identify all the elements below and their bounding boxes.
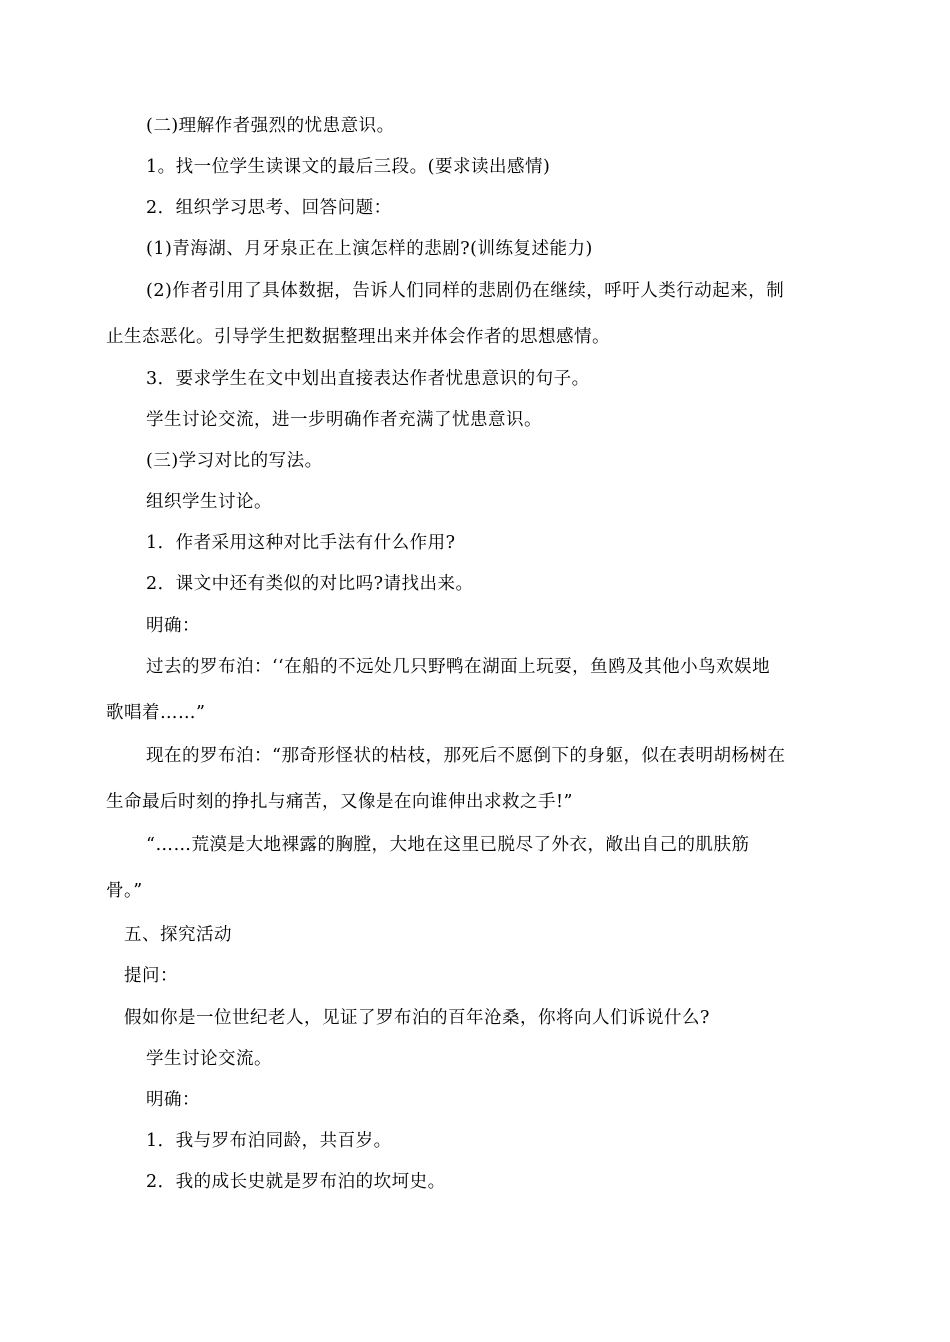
paragraph-line: 提问： [124,966,178,986]
paragraph-line: 组织学生讨论。 [146,492,272,512]
paragraph-line: 1。找一位学生读课文的最后三段。(要求读出感情) [146,157,551,177]
paragraph-line: (1)青海湖、月牙泉正在上演怎样的悲剧?(训练复述能力) [146,239,593,259]
section-heading-3: (三)学习对比的写法。 [146,451,323,471]
paragraph-line: 3．要求学生在文中划出直接表达作者忧患意识的句子。 [146,369,590,389]
paragraph-line: 止生态恶化。引导学生把数据整理出来并体会作者的思想感情。 [106,327,610,347]
paragraph-line: 明确： [146,1090,200,1110]
paragraph-line: 学生讨论交流，进一步明确作者充满了忧患意识。 [146,410,542,430]
section-heading-5: 五、探究活动 [124,925,232,945]
paragraph-line: 现在的罗布泊：“那奇形怪状的枯枝，那死后不愿倒下的身躯，似在表明胡杨树在 [146,746,786,766]
paragraph-line: 骨。” [106,881,143,901]
paragraph-line: (2)作者引用了具体数据，告诉人们同样的悲剧仍在继续，呼吁人类行动起来，制 [146,281,785,301]
paragraph-line: “……荒漠是大地裸露的胸膛，大地在这里已脱尽了外衣，敞出自己的肌肤筋 [146,835,750,855]
paragraph-line: 学生讨论交流。 [146,1049,272,1069]
paragraph-line: 2．组织学习思考、回答问题： [146,198,392,218]
paragraph-line: 过去的罗布泊：‘‘在船的不远处几只野鸭在湖面上玩耍，鱼鸥及其他小鸟欢娱地 [146,657,771,677]
paragraph-line: 生命最后时刻的挣扎与痛苦，又像是在向谁伸出求救之手!” [106,792,573,812]
paragraph-line: 明确： [146,616,200,636]
paragraph-line: 2．课文中还有类似的对比吗?请找出来。 [146,574,474,594]
section-heading-2: (二)理解作者强烈的忧患意识。 [146,116,395,136]
paragraph-line: 2．我的成长史就是罗布泊的坎坷史。 [146,1172,446,1192]
paragraph-line: 1．我与罗布泊同龄，共百岁。 [146,1131,392,1151]
paragraph-line: 1．作者采用这种对比手法有什么作用? [146,533,456,553]
paragraph-line: 歌唱着……” [106,703,206,723]
paragraph-line: 假如你是一位世纪老人，见证了罗布泊的百年沧桑，你将向人们诉说什么? [124,1008,710,1028]
